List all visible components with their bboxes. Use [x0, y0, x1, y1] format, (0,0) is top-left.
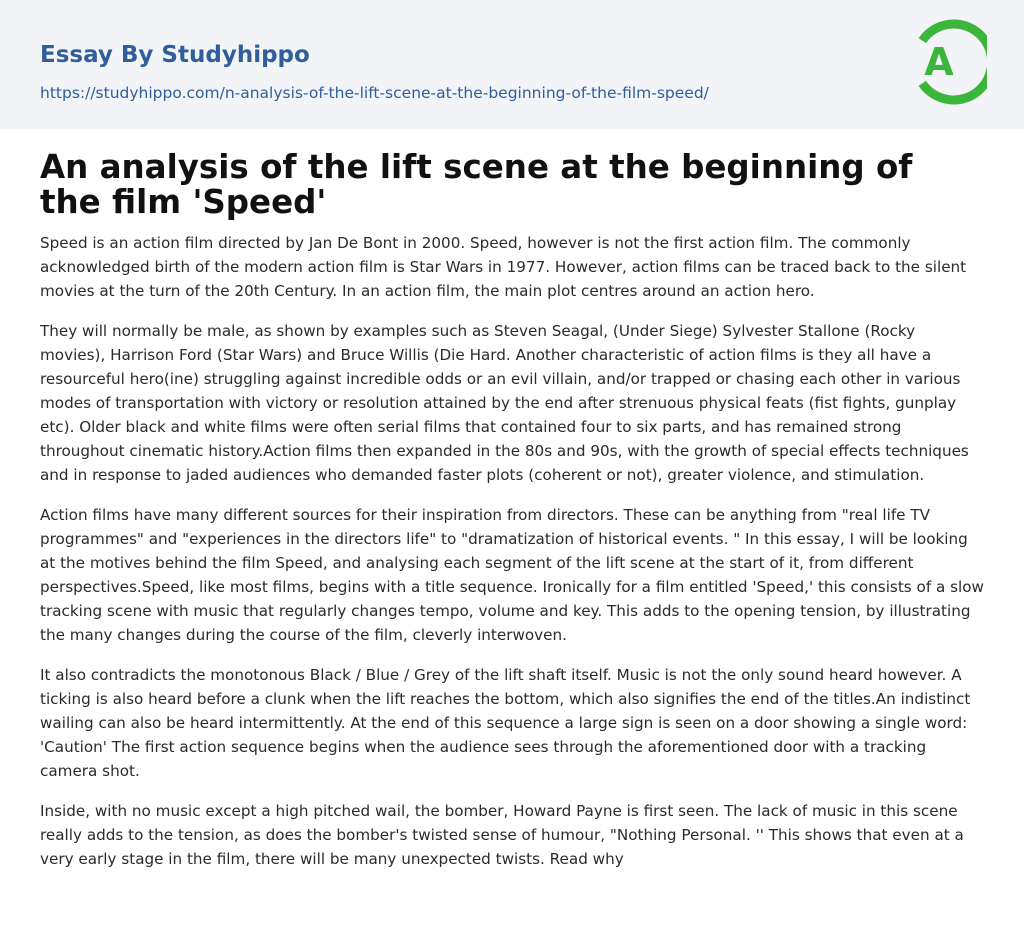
article-paragraph-3: Action films have many different sources for their inspiration from directors. These can be anything from "real life TV programmes" and "experiences in the directors life" to "dramatization of historical events. " In this essay, I will be looking at the motives behind the film Speed, and analysing each segment of the lift scene at the start of it, from different perspectives.Speed, like most films, begins with a title sequence. Ironically for a film entitled 'Speed,' this consists of a slow tracking scene with music that regularly changes tempo, volume and key. This adds to the opening tension, by illustrating the many changes during the course of the film, cleverly interwoven. [40, 506, 984, 644]
article-paragraph-1: Speed is an action film directed by Jan De Bont in 2000. Speed, however is not the first action film. The commonly acknowledged birth of the modern action film is Star Wars in 1977. However, action films can be traced back to the silent movies at the turn of the 20th Century. In an action film, the main plot centres around an action hero. [40, 234, 967, 300]
circle-a-logo-icon[interactable] [913, 19, 987, 105]
logo-letter: A [924, 40, 954, 84]
article-paragraph-5: Inside, with no music except a high pitched wail, the bomber, Howard Payne is first seen. The lack of music in this scene really adds to the tension, as does the bomber's twisted sense of humour, "Nothing Personal. '' This shows that even at a very early stage in the film, there will be many unexpected twists. Read why [40, 802, 964, 868]
site-brand[interactable]: Essay By Studyhippo [40, 42, 310, 68]
article-title: An analysis of the lift scene at the beginning of the film 'Speed' [40, 148, 913, 221]
site-header [0, 0, 1024, 129]
article-paragraph-2: They will normally be male, as shown by examples such as Steven Seagal, (Under Siege) Sylvester Stallone (Rocky movies), Harrison Ford (Star Wars) and Bruce Willis (Die Hard. Another characteristic of action films is they all have a resourceful hero(ine) struggling against incredible odds or an evil villain, and/or trapped or chasing each other in various modes of transportation with victory or resolution attained by the end after strenuous physical feats (fist fights, gunplay etc). Older black and white films were often serial films that contained four to six parts, and has remained strong throughout cinematic history.Action films then expanded in the 80s and 90s, with the growth of special effects techniques and in response to jaded audiences who demanded faster plots (coherent or not), greater violence, and stimulation. [40, 322, 969, 484]
article [40, 150, 984, 887]
article-paragraph-4: It also contradicts the monotonous Black / Blue / Grey of the lift shaft itself. Music is not the only sound heard however. A ticking is also heard before a clunk when the lift reaches the bottom, which also signifies the end of the titles.An indistinct wailing can also be heard intermittently. At the end of this sequence a large sign is seen on a door showing a single word: 'Caution' The first action sequence begins when the audience sees through the aforementioned door with a tracking camera shot. [40, 666, 971, 780]
page-url-link[interactable]: https://studyhippo.com/n-analysis-of-the-lift-scene-at-the-beginning-of-the-film-speed/ [40, 84, 709, 102]
